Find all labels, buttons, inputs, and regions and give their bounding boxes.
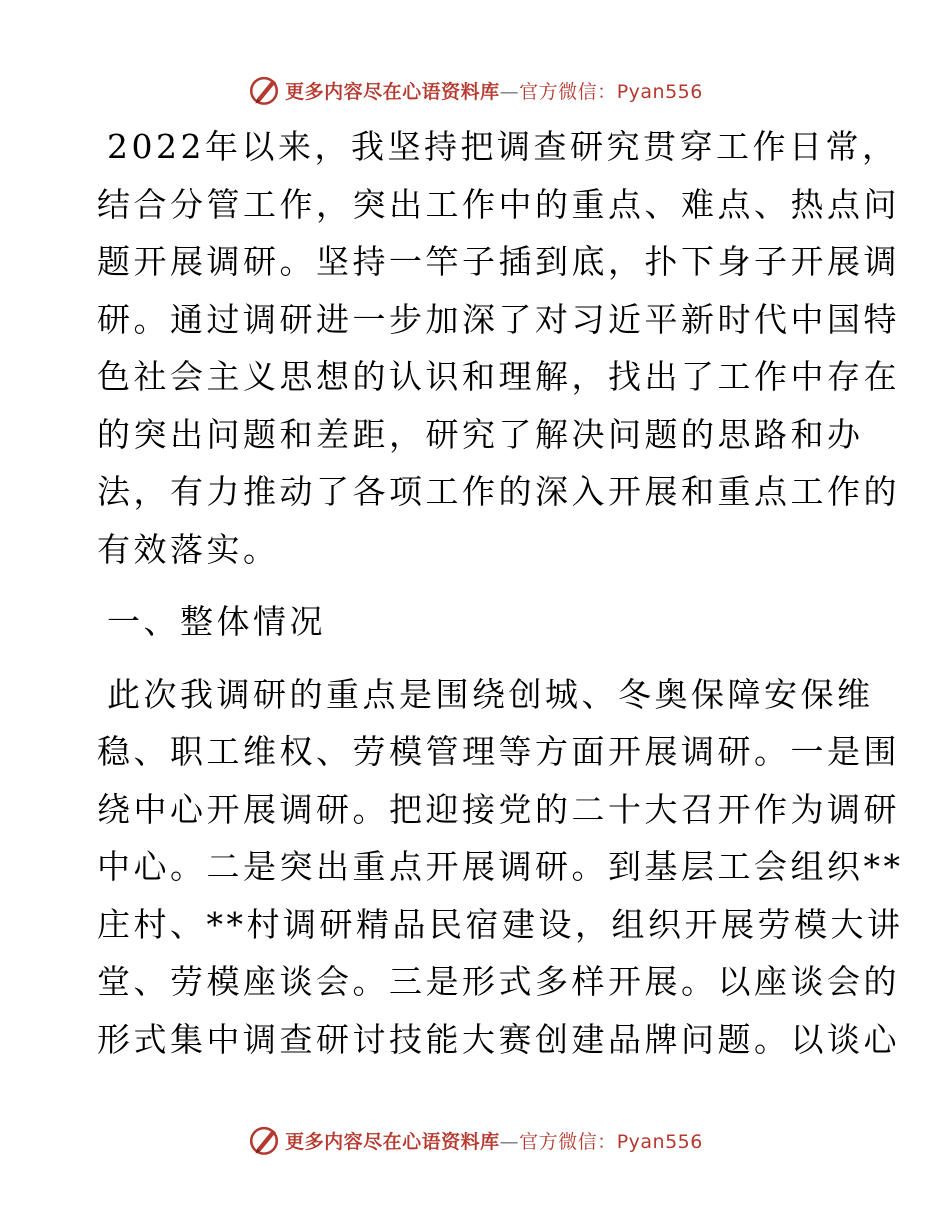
text-line: 2022年以来，我坚持把调查研究贯穿工作日常， [107,127,899,166]
section-heading [97,593,857,651]
footer-banner [0,1120,950,1160]
banner-text [285,1127,703,1154]
text-line: 形式集中调查研讨技能大赛创建品牌问题。以谈心 [97,1019,900,1059]
text-line: 中心。二是突出重点开展调研。到基层工会组织** [97,847,904,886]
banner-separator: — [499,80,520,103]
pen-logo-icon [247,73,281,107]
text-line: 此次我调研的重点是围绕创城、冬奥保障安保维 [107,674,874,714]
heading-text: 一、整体情况 [107,602,326,641]
text-line: 绕中心开展调研。把迎接党的二十大召开作为调研 [97,789,900,829]
banner-wechat-id: Pyan556 [616,1130,703,1153]
banner-brand: 更多内容尽在心语资料库 [285,80,500,103]
banner-separator: — [499,1130,520,1153]
document-body [97,118,904,1068]
banner-brand: 更多内容尽在心语资料库 [285,1130,500,1153]
text-line: 法，有力推动了各项工作的深入开展和重点工作的 [97,472,900,511]
banner-wechat-id: Pyan556 [616,80,703,103]
paragraph-2 [97,666,904,1069]
banner-wechat-label: 官方微信： [519,1130,617,1153]
text-line: 题开展调研。坚持一竿子插到底，扑下身子开展调 [97,242,900,281]
text-line: 庄村、**村调研精品民宿建设，组织开展劳模大讲 [97,904,904,944]
pen-logo-icon [247,1123,281,1157]
text-line: 色社会主义思想的认识和理解，找出了工作中存在 [97,357,900,396]
text-line: 研。通过调研进一步加深了对习近平新时代中国特 [97,299,900,339]
text-line: 有效落实。 [97,529,280,569]
text-line: 堂、劳模座谈会。三是形式多样开展。以座谈会的 [97,962,900,1001]
paragraph-1 [97,118,900,578]
text-line: 的突出问题和差距，研究了解决问题的思路和办 [97,414,864,454]
header-banner [0,70,950,110]
text-line: 稳、职工维权、劳模管理等方面开展调研。一是围 [97,732,900,771]
banner-wechat-label: 官方微信： [519,80,617,103]
banner-text [285,77,703,104]
text-line: 结合分管工作，突出工作中的重点、难点、热点问 [97,184,900,224]
